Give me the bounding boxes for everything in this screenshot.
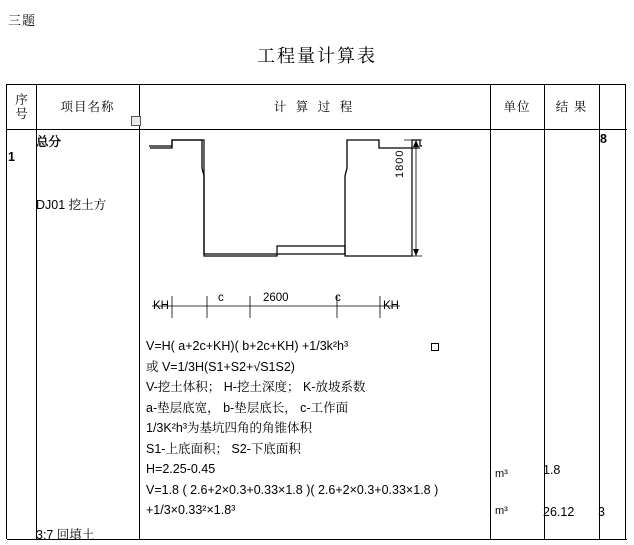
table-header-unit: 单位 <box>503 99 531 114</box>
formula-line: 或 V=1/3H(S1+S2+√S1S2) <box>146 359 295 374</box>
row-divider-bottom <box>7 539 627 540</box>
row-result-2: 26.12 <box>543 505 575 519</box>
row-result-1: 1.8 <box>543 463 561 477</box>
label-kh-left: KH <box>153 300 169 312</box>
label-c-right: c <box>335 292 341 304</box>
table-header-process: 计 算 过 程 <box>273 99 356 114</box>
column-divider-1 <box>36 85 37 539</box>
table-header-seq-line2: 号 <box>15 107 28 121</box>
label-kh-right: KH <box>383 300 399 312</box>
dimension-depth-label: 1800 <box>394 149 406 178</box>
row-label-total: 总分 <box>36 135 62 149</box>
formula-line: V-挖土体积； H-挖土深度； K-放坡系数 <box>146 380 366 394</box>
column-divider-3 <box>490 85 491 539</box>
formula-line: +1/3×0.33²×1.8³ <box>146 503 236 517</box>
formula-line: 1/3K²h³为基坑四角的角锥体积 <box>146 421 312 435</box>
column-divider-5 <box>599 85 600 539</box>
formula-line: a-垫层底宽， b-垫层底长， c-工作面 <box>146 400 349 415</box>
label-trench-width: 2600 <box>263 292 289 304</box>
label-c-left: c <box>218 292 224 304</box>
table-header-seq <box>7 85 36 129</box>
row-result-total: 8 <box>600 132 607 146</box>
table-header-item-name: 项目名称 <box>60 99 115 114</box>
formula-line: V=H( a+2c+KH)( b+2c+KH) +1/3k²h³ <box>146 339 349 353</box>
row-label-backfill: 3:7 回填土 <box>36 528 95 542</box>
page-title: 工程量计算表 <box>257 46 377 66</box>
row-seq-1: 1 <box>8 150 15 164</box>
table-header-result: 结 果 <box>555 99 588 114</box>
row-unit-2: m³ <box>495 505 508 517</box>
formula-line: V=1.8 ( 2.6+2×0.3+0.33×1.8 )( 2.6+2×0.3+0.33×1.8 ) <box>146 482 439 497</box>
formula-block <box>146 336 486 521</box>
row-seq-right: 3 <box>598 505 605 519</box>
trench-outline <box>132 128 483 338</box>
formula-line: H=2.25-0.45 <box>146 462 216 476</box>
row-label-excavation: DJ01 挖土方 <box>36 198 107 212</box>
formula-line: S1-上底面积； S2-下底面积 <box>146 441 301 456</box>
topic-label: 三题 <box>8 13 37 28</box>
anchor-handle[interactable] <box>131 116 141 126</box>
table-header-seq-line1: 序 <box>15 92 28 107</box>
row-unit-1: m³ <box>495 468 508 480</box>
